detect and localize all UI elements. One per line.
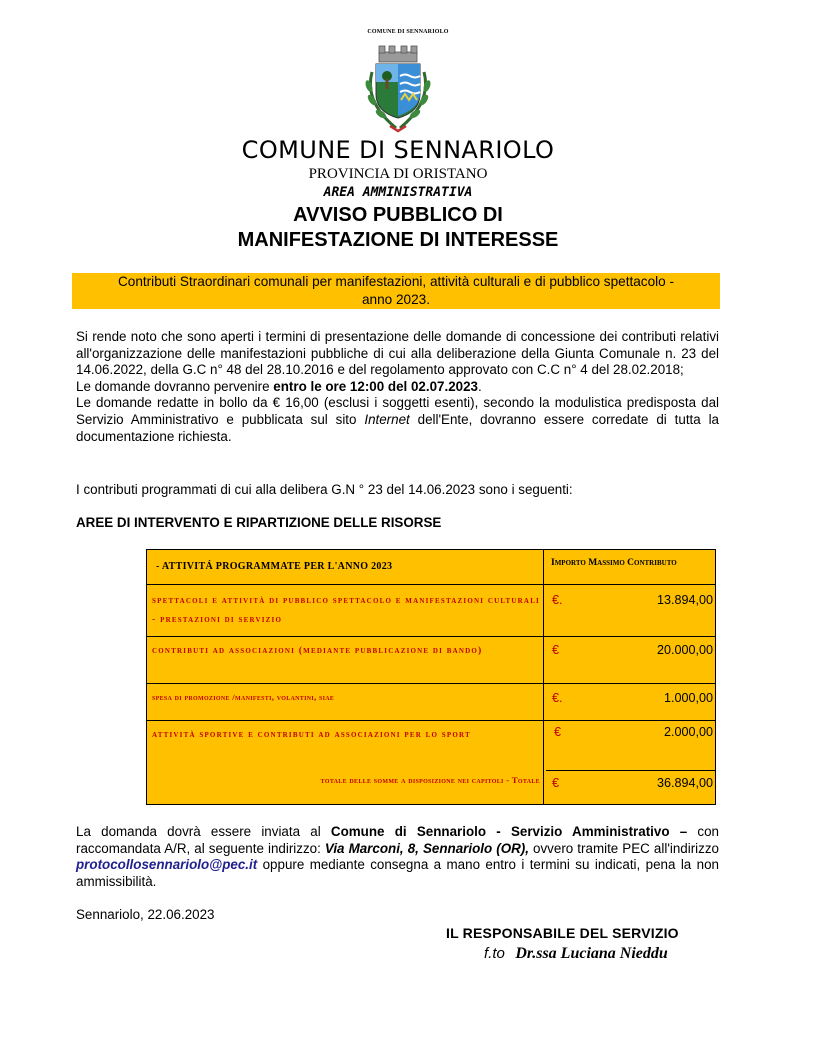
row-label: spettacoli e attività di pubblico spettacolo e manifestazioni culturali - prestazioni di servizio [152, 595, 540, 625]
registered-mail-text: con raccomandata A/R, al seguente indirizzo: [76, 824, 720, 856]
signature-prefix: f.to [484, 945, 505, 962]
deadline-lead: Le domande dovranno pervenire [76, 378, 274, 394]
deadline-tail: . [477, 378, 482, 394]
notice-title-line1: AVVISO PUBBLICO DI [293, 204, 503, 226]
signatory-name: Dr.ssa Luciana Nieddu [515, 945, 668, 962]
contributions-intro: I contributi programmati di cui alla delibera G.N ° 23 del 14.06.2023 sono i seguenti: [76, 482, 573, 497]
notice-title [0, 203, 796, 253]
row-currency: € [554, 725, 562, 739]
crest-caption: COMUNE DI SENNARIOLO [367, 29, 449, 35]
intro-paragraph-1: Si rende noto che sono aperti i termini di presentazione delle domande di concessione dei contributi relativi all'organizzazione delle manifestazioni pubbliche di cui alla deliberazione della Giunta Comunale n. 23 del 14.06.2022, della G.C n° 48 del 28.10.2016 e del regolamento approvato con C.C n° 4 del 28.02.2018; [76, 329, 719, 378]
row-amount: 2.000,00 [663, 725, 713, 739]
pec-text: ovvero tramite PEC all'indirizzo [528, 840, 719, 856]
signature-block [484, 945, 668, 963]
section-heading: AREE DI INTERVENTO E RIPARTIZIONE DELLE RISORSE [76, 515, 442, 530]
notice-title-line2: MANIFESTAZIONE DI INTERESSE [237, 229, 559, 251]
total-currency: € [552, 776, 560, 790]
row-amount: 1.000,00 [663, 691, 713, 705]
documentation-text: dell'Ente, dovranno essere corredate di tutta la documentazione richiesta. [76, 411, 719, 444]
area-label: AREA AMMINISTRATIVA [323, 185, 473, 200]
submission-lead: La domanda dovrà essere inviata al [76, 824, 331, 839]
total-amount: 36.894,00 [656, 776, 713, 790]
submission-instructions [76, 824, 719, 890]
submission-tail: oppure mediante consegna a mano entro i termini su indicati, pena la non ammissibilità. [76, 857, 719, 889]
province-label: PROVINCIA DI ORISTANO [308, 166, 488, 182]
row-currency: €. [552, 691, 563, 705]
stamp-duty-text: Le domande redatte in bollo da € 16,00 (esclusi i soggetti esenti), secondo la modulistica predisposta dal Servizio Amministrativo e pubblicata sul sito [76, 395, 719, 427]
row-label: attività sportive e contributi ad associazioni per lo sport [152, 729, 471, 740]
total-label: totale delle somme a disposizione nei capitoli - Totale [320, 775, 540, 785]
row-currency: €. [552, 593, 563, 607]
internet-word: Internet [364, 411, 410, 427]
row-amount: 13.894,00 [656, 593, 713, 607]
funding-table [146, 549, 716, 805]
municipality-title: COMUNE DI SENNARIOLO [241, 136, 555, 164]
row-currency: € [552, 643, 560, 657]
activities-column-header: - ATTIVITÁ PROGRAMMATE PER L'ANNO 2023 [156, 561, 393, 572]
recipient-office: Comune di Sennariolo - Servizio Amministrativo – [330, 824, 688, 839]
max-amount-column-header: Importo Massimo Contributo [551, 558, 677, 568]
subject-banner: Contributi Straordinari comunali per manifestazioni, attività culturali e di pubblico spettacolo - anno 2023. [72, 273, 720, 309]
municipal-crest-icon [356, 42, 440, 134]
intro-paragraph-3 [76, 395, 719, 445]
deadline-text: entro le ore 12:00 del 02.07.2023 [273, 378, 478, 394]
intro-text [76, 329, 719, 445]
row-label: contributi ad associazioni (mediante pubblicazione di bando) [152, 645, 483, 656]
intro-paragraph-2 [76, 379, 719, 396]
row-label: spesa di promozione /manifesti, volantini, siae [152, 692, 335, 702]
pec-email-link[interactable]: protocollosennariolo@pec.it [76, 857, 258, 873]
postal-address: Via Marconi, 8, Sennariolo (OR), [324, 840, 529, 856]
signatory-role: IL RESPONSABILE DEL SERVIZIO [446, 925, 679, 941]
place-date: Sennariolo, 22.06.2023 [76, 907, 215, 922]
row-amount: 20.000,00 [656, 643, 713, 657]
